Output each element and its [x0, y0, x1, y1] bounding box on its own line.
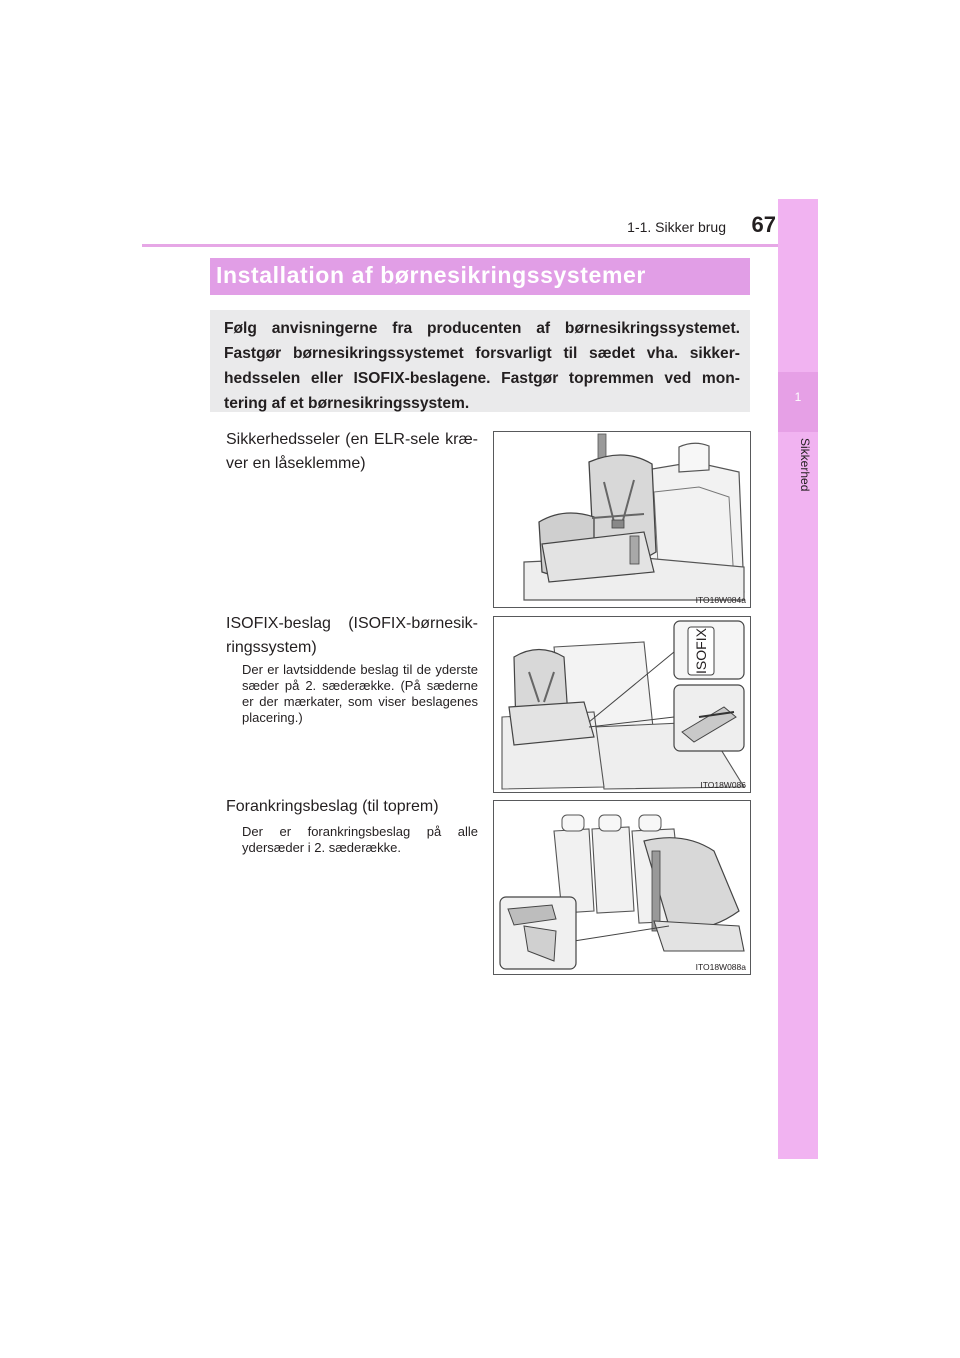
top-tether-illustration — [494, 801, 750, 974]
chapter-name: Sikkerhed — [798, 438, 812, 492]
running-head: 1-1. Sikker brug — [627, 219, 726, 235]
figure-isofix-anchors — [493, 616, 751, 793]
child-seat-belt-illustration — [494, 432, 750, 607]
item-title-seat-belts: Sikkerhedsseler (en ELR-sele kræver en låseklemme) — [226, 431, 478, 472]
section-title: Installation af børnesikringssystemer — [216, 262, 646, 288]
header-rule — [142, 244, 818, 247]
isofix-label-text: ISOFIX — [693, 628, 709, 674]
item-title-isofix: ISOFIX-beslag (ISOFIX-børnesikringssystem) — [226, 615, 478, 656]
figure-seat-belt-installation — [493, 431, 751, 608]
figure-code: ITO18W088a — [695, 962, 746, 972]
page-number: 67 — [751, 212, 776, 237]
item-description-isofix: Der er lavtsiddende beslag til de yderste sæder på 2. sæderække. (På sæderne er der mærkater, som viser beslagenes placering.) — [242, 662, 478, 725]
intro-text: Følg anvisningerne fra producenten af børnesikringssystemet. Fastgør børnesikringssystemet forsvarligt til sædet vha. sikkerhedsselen eller ISOFIX-beslagene. Fastgør topremmen ved montering af et børnesikringssystem. — [224, 320, 740, 412]
chapter-side-tab — [778, 199, 818, 1159]
item-title-top-tether: Forankringsbeslag (til toprem) — [226, 798, 439, 815]
isofix-illustration — [494, 617, 750, 792]
chapter-number: 1 — [794, 390, 802, 404]
figure-code: ITO18W086 — [700, 780, 746, 790]
figure-top-tether-anchors — [493, 800, 751, 975]
item-description-top-tether: Der er forankringsbeslag på alle ydersæder i 2. sæderække. — [242, 824, 478, 855]
figure-code: ITO18W084a — [695, 595, 746, 605]
